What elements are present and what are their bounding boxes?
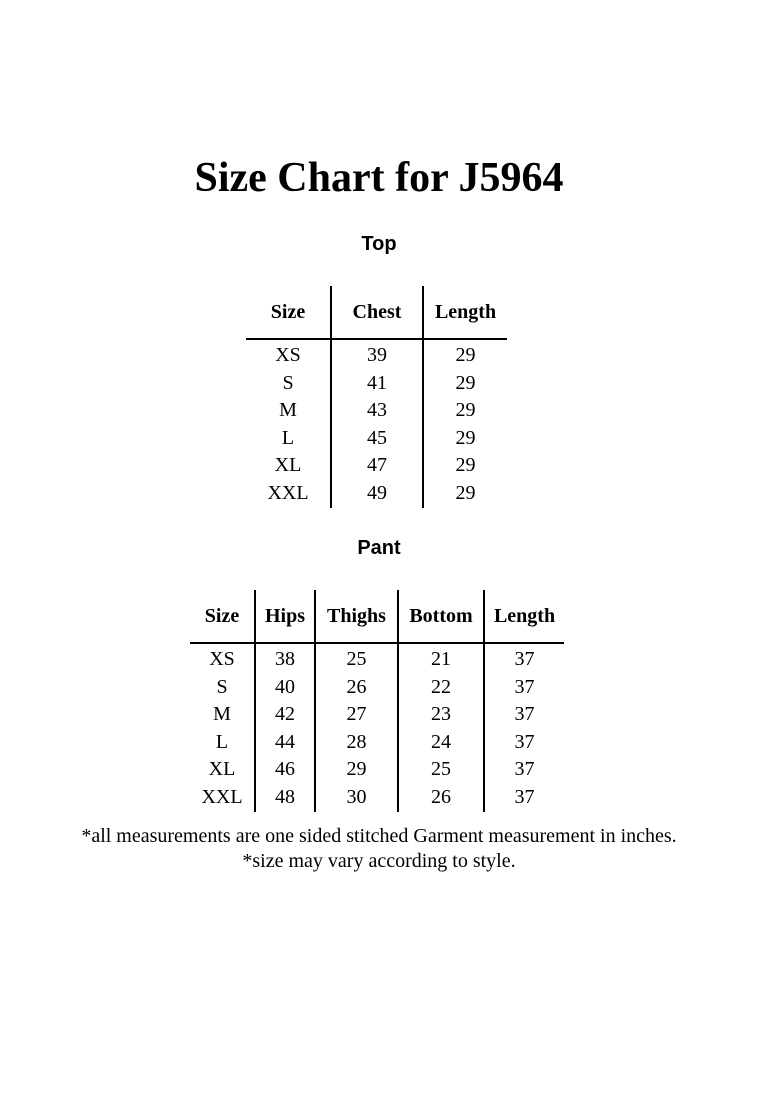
column-header-length: Length [484,590,564,643]
length-cell: 37 [484,784,564,812]
size-cell: M [279,399,297,422]
length-cell: 29 [423,425,507,453]
size-cell: S [282,371,294,394]
bottom-cell: 24 [398,729,484,757]
length-cell: 29 [423,452,507,480]
hips-cell: 40 [255,674,315,702]
bottom-cell: 23 [398,701,484,729]
bottom-cell: 26 [398,784,484,812]
thighs-cell: 29 [315,756,398,784]
chest-cell: 45 [331,425,423,453]
table-row [246,397,507,425]
table-row [246,370,507,398]
thighs-cell: 28 [315,729,398,757]
table-row [246,339,507,370]
size-cell: L [215,730,229,753]
chest-cell: 43 [331,397,423,425]
hips-cell: 42 [255,701,315,729]
length-cell: 29 [423,339,507,370]
bottom-cell: 22 [398,674,484,702]
chest-cell: 41 [331,370,423,398]
chest-cell: 39 [331,339,423,370]
length-cell: 37 [484,701,564,729]
thighs-cell: 27 [315,701,398,729]
chest-cell: 49 [331,480,423,508]
table-row [246,452,507,480]
table-row [246,480,507,508]
measurement-note: *all measurements are one sided stitched Garment measurement in inches. [81,825,677,847]
column-header-length: Length [423,286,507,339]
hips-cell: 38 [255,643,315,674]
column-header-size: Size [246,286,331,339]
table-row [190,701,564,729]
length-cell: 29 [423,370,507,398]
top-size-table [246,286,507,508]
size-cell: XXL [267,481,309,504]
column-header-hips: Hips [255,590,315,643]
table-row [190,729,564,757]
length-cell: 37 [484,729,564,757]
length-cell: 37 [484,674,564,702]
size-cell: XS [209,648,235,670]
hips-cell: 48 [255,784,315,812]
pant-size-table [190,590,564,812]
hips-cell: 46 [255,756,315,784]
hips-cell: 44 [255,729,315,757]
size-cell: XXL [201,785,243,808]
table-row [246,425,507,453]
size-cell: XS [275,344,301,366]
size-cell: L [281,426,295,449]
table-row [190,643,564,674]
size-cell: S [216,675,228,698]
top-section-heading: Top [361,233,397,255]
table-row [190,674,564,702]
column-header-chest: Chest [331,286,423,339]
column-header-thighs: Thighs [315,590,398,643]
thighs-cell: 30 [315,784,398,812]
column-header-size: Size [190,590,255,643]
size-cell: XL [274,454,302,477]
chest-cell: 47 [331,452,423,480]
length-cell: 37 [484,643,564,674]
size-cell: M [213,703,231,726]
bottom-cell: 21 [398,643,484,674]
thighs-cell: 25 [315,643,398,674]
bottom-cell: 25 [398,756,484,784]
style-note: *size may vary according to style. [242,850,516,872]
length-cell: 29 [423,397,507,425]
length-cell: 37 [484,756,564,784]
table-row [190,756,564,784]
page-title: Size Chart for J5964 [194,155,564,201]
size-cell: XL [208,758,236,781]
pant-section-heading: Pant [357,537,401,559]
column-header-bottom: Bottom [398,590,484,643]
table-header-row [246,286,507,339]
table-row [190,784,564,812]
thighs-cell: 26 [315,674,398,702]
table-header-row [190,590,564,643]
length-cell: 29 [423,480,507,508]
